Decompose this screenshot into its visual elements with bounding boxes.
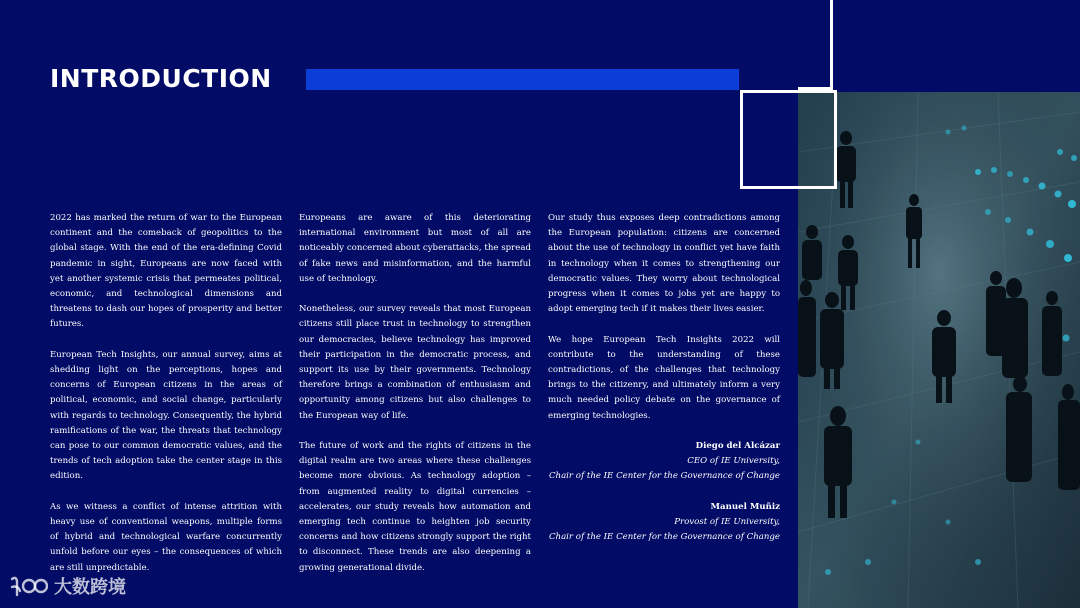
signatory-role: Provost of IE University, xyxy=(674,517,780,528)
watermark-text: 大数跨境 xyxy=(54,577,126,598)
accent-bar xyxy=(306,69,739,90)
logo-icon xyxy=(8,573,48,599)
paragraph: Europeans are aware of this deteriorating international environment but most of all are noticeably concerned about cyberattacks, the spread of fake news and misinformation, and the harmful use of technology. xyxy=(299,213,531,284)
page-title: INTRODUCTION xyxy=(50,64,272,93)
paragraph: Nonetheless, our survey reveals that most European citizens still place trust in technology to strengthen our democracies, believe technology has improved their participation in the democratic process, and support its use by their governments. Technology therefore brings a combination of enthusiasm and opportunity among citizens but also challenges to the European way of life. xyxy=(299,304,531,421)
intro-column-2 xyxy=(299,211,531,591)
signatory-name: Manuel Muñiz xyxy=(710,502,780,512)
paragraph: We hope European Tech Insights 2022 will contribute to the understanding of these contradictions, of the challenges that technology brings to the citizenry, and ultimately inform a very much needed policy debate on the governance of emerging technologies. xyxy=(548,334,780,421)
paragraph: The future of work and the rights of citizens in the digital realm are two areas where these challenges become more obvious. As technology adoption – from augmented reality to digital currencies – accelerates, our study reveals how automation and emerging tech continue to heighten job security concerns and how citizens strongly support the right to disconnect. These trends are also deepening a growing generational divide. xyxy=(299,441,531,573)
decorative-frame-square xyxy=(740,90,837,189)
signatory-name: Diego del Alcázar xyxy=(695,441,780,451)
signature-block xyxy=(548,500,780,546)
watermark xyxy=(8,573,126,599)
signature-block xyxy=(548,439,780,485)
crowd-photo-illustration xyxy=(798,92,1080,608)
paragraph: Our study thus exposes deep contradictions among the European population: citizens are concerned about the use of technology in conflict yet have faith in technology when it comes to strengthening our democratic values. They worry about technological progress when it comes to jobs yet are happy to adopt emerging tech if it makes their lives easier. xyxy=(548,213,780,315)
signatory-role: CEO of IE University, xyxy=(687,456,780,467)
decorative-frame xyxy=(798,0,833,90)
paragraph: 2022 has marked the return of war to the European continent and the comeback of geopolitics to the global stage. With the end of the era-defining Covid pandemic in sight, Europeans are now faced with yet another systemic crisis that permeates political, economic, and technological dimensions and threatens to dash our hopes of prosperity and better futures. xyxy=(50,213,282,330)
intro-column-3 xyxy=(548,211,780,439)
paragraph: As we witness a conflict of intense attrition with heavy use of conventional weapons, multiple forms of hybrid and technological warfare concurrently unfold before our eyes – the consequences of which are still unpredictable. xyxy=(50,501,282,573)
paragraph: European Tech Insights, our annual survey, aims at shedding light on the perceptions, hopes and concerns of European citizens in the areas of political, economic, and social change, particularly with regards to technology. Consequently, the hybrid ramifications of the war, the threats that technology can pose to our common democratic values, and the trends of tech adoption take the center stage in this edition. xyxy=(50,349,282,482)
intro-column-1 xyxy=(50,211,282,591)
signatory-role: Chair of the IE Center for the Governance of Change xyxy=(548,471,780,482)
crowd-photo xyxy=(798,92,1080,608)
signatory-role: Chair of the IE Center for the Governance of Change xyxy=(548,532,780,543)
